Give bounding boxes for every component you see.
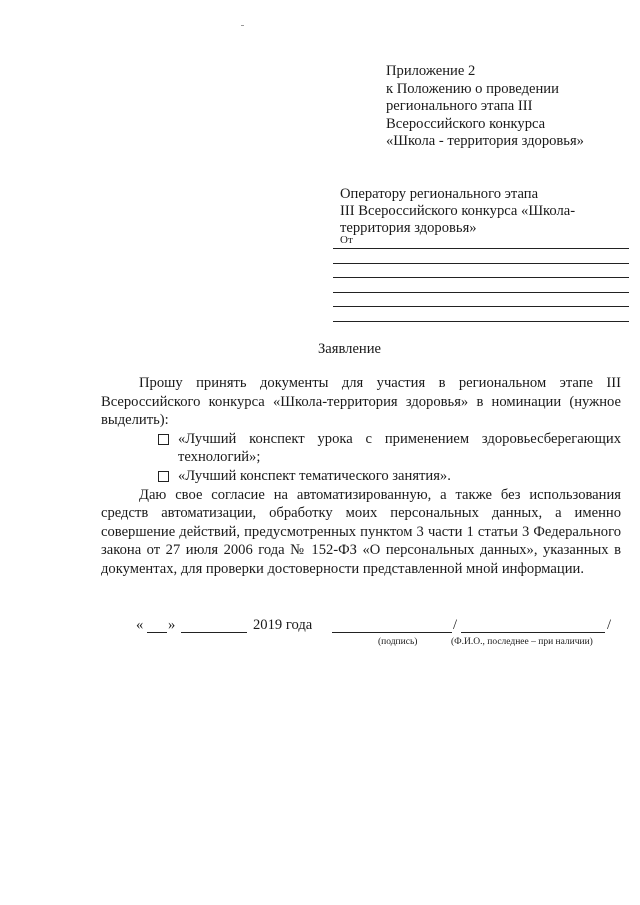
date-quote-open: «: [136, 617, 144, 633]
appendix-line: к Положению о проведении: [386, 80, 559, 97]
signature-line: [332, 632, 452, 633]
appendix-line: Всероссийского конкурса: [386, 115, 546, 132]
consent-paragraph: Даю свое согласие на автоматизированную, а также без использования средств автоматизации, обработку моих персональных данных, а именно совершение действий, предусмотренных пунктом 3 части 1 статьи 3 Федерального закона от 27 июля 2006 года № 152-ФЗ «О персональных данных», указанных в документах, для проверки достоверности представленной мной информации.: [101, 486, 621, 577]
signature-caption: (подпись): [378, 637, 418, 647]
nomination-option: [158, 430, 621, 467]
appendix-header: [386, 63, 584, 151]
date-quote-close: »: [168, 617, 176, 633]
separator: /: [453, 617, 458, 633]
appendix-line: «Школа - территория здоровья»: [386, 133, 584, 150]
month-line: [181, 632, 247, 633]
request-paragraph: Прошу принять документы для участия в региональном этапе III Всероссийского конкурса «Школа-территория здоровья» в номинации (нужное выделить):: [101, 375, 621, 429]
scan-mark: [241, 25, 244, 26]
sender-line-5: [333, 306, 629, 307]
signature-row: [136, 617, 616, 653]
option-label: «Лучший конспект урока с применением здоровьесберегающих технологий»;: [178, 430, 621, 466]
day-line: [147, 632, 167, 633]
option-label: «Лучший конспект тематического занятия».: [178, 467, 451, 484]
checkbox-icon: [158, 434, 169, 445]
appendix-line: регионального этапа III: [386, 98, 533, 115]
sender-line-3: [333, 277, 629, 278]
sender-line-6: [333, 321, 629, 322]
sender-line-4: [333, 292, 629, 293]
year-text: 2019 года: [253, 617, 313, 633]
addressee-line: Оператору регионального этапа: [340, 186, 539, 202]
from-label: От: [340, 234, 353, 246]
sender-line-1: [333, 248, 629, 249]
appendix-line: Приложение 2: [386, 63, 476, 79]
nomination-option: [158, 467, 621, 486]
separator-end: /: [607, 617, 612, 633]
sender-line-2: [333, 263, 629, 264]
addressee-line: III Всероссийского конкурса «Школа-: [340, 203, 576, 219]
application-body: [101, 374, 621, 579]
checkbox-icon: [158, 471, 169, 482]
document-title: Заявление: [317, 341, 382, 357]
addressee-block: [340, 186, 575, 237]
name-caption: (Ф.И.О., последнее – при наличии): [451, 637, 593, 647]
name-line: [461, 632, 605, 633]
addressee-line: территория здоровья»: [340, 220, 477, 236]
